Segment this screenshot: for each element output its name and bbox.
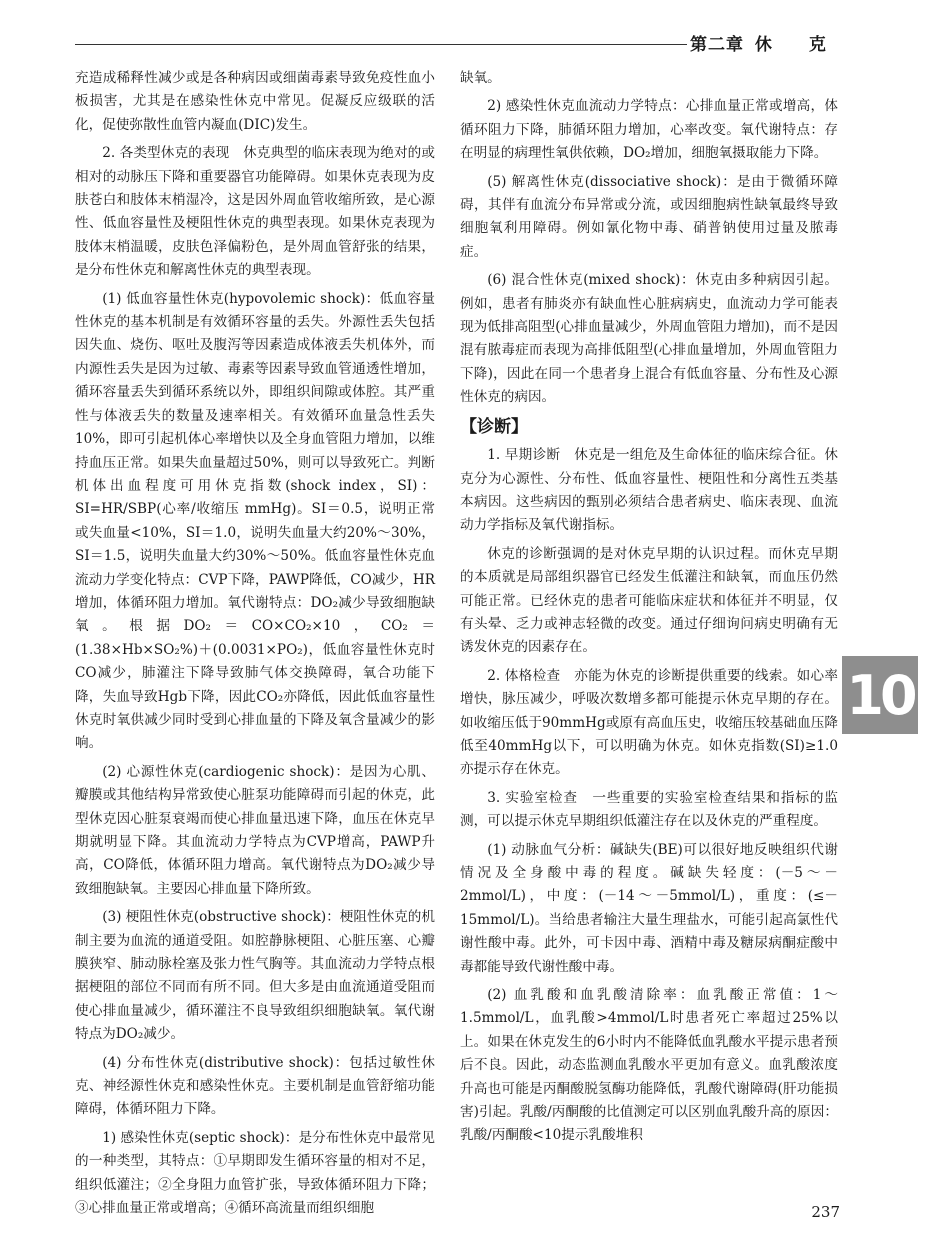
left-column [75,67,435,1226]
running-header [690,30,850,55]
paragraph: 1) 感染性休克(septic shock)：是分布性休克中最常见的一种类型，其特点：①早期即发生循环容量的相对不足，组织低灌注；②全身阻力血管扩张，导致体循环阻力下降；③心排血量正常或增高；④循环高流量而组织细胞 [75,1129,435,1217]
paragraph: (1) 动脉血气分析：碱缺失(BE)可以很好地反映组织代谢情况及全身酸中毒的程度。碱缺失轻度：(－5～－2mmol/L)，中度：(－14～－5mmol/L)，重度：(≤－15mmol/L)。当给患者输注大量生理盐水，可能引起高氯性代谢性酸中毒。此外，可卡因中毒、酒精中毒及糖尿病酮症酸中毒都能导致代谢性酸中毒。 [460,841,838,975]
section-heading-diagnosis: 【诊断】 [460,416,528,437]
paragraph: 休克的诊断强调的是对休克早期的认识过程。而休克早期的本质就是局部组织器官已经发生低灌注和缺氧，而血压仍然可能正常。已经休克的患者可能临床症状和体征并不明显，仅有头晕、乏力或神志轻微的改变。通过仔细询问病史明确有无诱发休克的因素存在。 [460,545,838,656]
paragraph: (4) 分布性休克(distributive shock)：包括过敏性休克、神经源性休克和感染性休克。主要机制是血管舒缩功能障碍，体循环阻力下降。 [75,1054,435,1118]
right-column [460,67,838,1153]
paragraph: (6) 混合性休克(mixed shock)：休克由多种病因引起。例如，患者有肺炎亦有缺血性心脏病病史，血流动力学可能表现为低排高阻型(心排血量减少，外周血管阻力增加)，而不是因混有脓毒症而表现为高排低阻型(心排血量增加，外周血管阻力下降)，因此在同一个患者身上混合有低血容量、分布性及心源性休克的病因。 [460,272,838,406]
right-column-bottom [460,444,838,1148]
paragraph: 2. 各类型休克的表现 休克典型的临床表现为绝对的或相对的动脉压下降和重要器官功能障碍。如果休克表现为皮肤苍白和肢体末梢湿冷，这是因外周血管收缩所致，是心源性、低血容量性及梗阻性休克的典型表现。如果休克表现为肢体末梢温暖，皮肤色泽偏粉色，是外周血管舒张的结果，是分布性休克和解离性休克的典型表现。 [75,145,435,279]
header-rule [75,44,687,45]
paragraph: 3. 实验室检查 一些重要的实验室检查结果和指标的监测，可以提示休克早期组织低灌注存在以及休克的严重程度。 [460,789,838,830]
chapter-tab: 10 [842,656,918,734]
paragraph: (5) 解离性休克(dissociative shock)：是由于微循环障碍，其伴有血流分布异常或分流，或因细胞病性缺氧最终导致细胞氧利用障碍。例如氰化物中毒、硝普钠使用过量及脓毒症。 [460,173,838,260]
paragraph: 2. 体格检查 亦能为休克的诊断提供重要的线索。如心率增快，脉压减少，呼吸次数增多都可能提示休克早期的存在。如收缩压低于90mmHg或原有高血压史，收缩压较基础血压降低至40mmHg以下，可以明确为休克。如休克指数(SI)≥1.0亦提示存在休克。 [460,667,838,778]
paragraph: (2) 血乳酸和血乳酸清除率：血乳酸正常值：1～1.5mmol/L，血乳酸>4mmol/L时患者死亡率超过25%以上。如果在休克发生的6小时内不能降低血乳酸水平提示患者预后不良。因此，动态监测血乳酸水平更加有意义。血乳酸浓度升高也可能是丙酮酸脱氢酶功能降低，乳酸代谢障碍(肝功能损害)引起。乳酸/丙酮酸的比值测定可以区别血乳酸升高的原因：乳酸/丙酮酸<10提示乳酸堆积 [460,987,838,1144]
chapter-number: 第二章 [690,35,744,55]
paragraph: 2) 感染性休克血流动力学特点：心排血量正常或增高，体循环阻力下降，肺循环阻力增加，心率改变。氧代谢特点：存在明显的病理性氧供依赖，DO₂增加，细胞氧摄取能力下降。 [460,98,838,162]
paragraph: (1) 低血容量性休克(hypovolemic shock)：低血容量性休克的基本机制是有效循环容量的丢失。外源性丢失包括因失血、烧伤、呕吐及腹泻等因素造成体液丢失机体外，而内源性丢失是因为过敏、毒素等因素导致血管通透性增加，循环容量丢失到循环系统以外，即组织间隙或体腔。其严重性与体液丢失的数量及速率相关。有效循环血量急性丢失10%，即可引起机体心率增快以及全身血管阻力增加，以维持血压正常。如果失血量超过50%，则可以导致死亡。判断机体出血程度可用休克指数(shock index，SI)：SI=HR/SBP(心率/收缩压 mmHg)。SI＝0.5，说明正常或失血量<10%，SI＝1.0，说明失血量大约20%～30%，SI＝1.5，说明失血量大约30%～50%。低血容量性休克血流动力学变化特点：CVP下降，PAWP降低，CO减少，HR增加，体循环阻力增加。氧代谢特点：DO₂减少导致细胞缺氧。根据DO₂＝CO×CO₂×10，CO₂＝(1.38×Hb×SO₂%)＋(0.0031×PO₂)，低血容量性休克时CO减少，肺灌注下降导致肺气体交换障碍，氧合功能下降，失血导致Hgb下降，因此CO₂亦降低，因此低血容量性休克时氧供减少同时受到心排血量的下降及氧含量减少的影响。 [75,290,435,752]
right-column-top [460,67,838,410]
paragraph: 1. 早期诊断 休克是一组危及生命体征的临床综合征。休克分为心源性、分布性、低血容量性、梗阻性和分离性五类基本病因。这些病因的甄别必须结合患者病史、临床表现、血流动力学指标及氧代谢指标。 [460,447,838,534]
chapter-title-text: 休 克 [754,35,827,55]
page-number: 237 [811,1203,840,1221]
paragraph: (3) 梗阻性休克(obstructive shock)：梗阻性休克的机制主要为血流的通道受阻。如腔静脉梗阻、心脏压塞、心瓣膜狭窄、肺动脉栓塞及张力性气胸等。其血流动力学特点根据梗阻的部位不同而有所不同。但大多是由血流通道受阻而使心排血量减少，循环灌注不良导致组织细胞缺氧。氧代谢特点为DO₂减少。 [75,909,435,1043]
paragraph: 充造成稀释性减少或是各种病因或细菌毒素导致免疫性血小板损害，尤其是在感染性休克中常见。促凝反应级联的活化，促使弥散性血管内凝血(DIC)发生。 [75,70,435,133]
paragraph: 缺氧。 [460,70,501,86]
paragraph: (2) 心源性休克(cardiogenic shock)：是因为心肌、瓣膜或其他结构异常致使心脏泵功能障碍而引起的休克，此型休克因心脏泵衰竭而使心排血量迅速下降，血压在休克早期就明显下降。其血流动力学特点为CVP增高，PAWP升高，CO降低，体循环阻力增高。氧代谢特点为DO₂减少导致细胞缺氧。主要因心排血量下降所致。 [75,763,435,897]
